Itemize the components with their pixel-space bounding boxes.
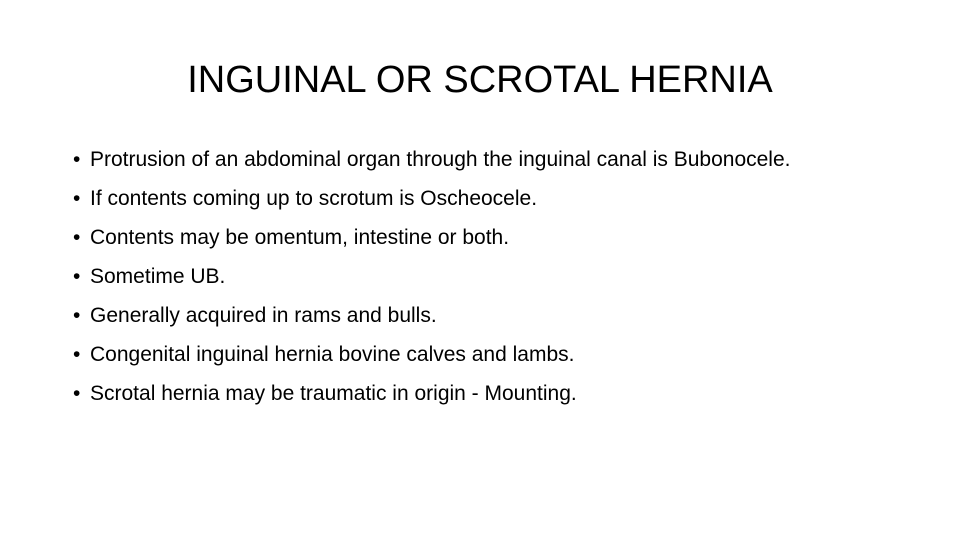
bullet-text: Protrusion of an abdominal organ through the inguinal canal is Bubonocele.: [90, 148, 791, 171]
bullet-dot-icon: •: [73, 343, 81, 366]
bullet-text: Sometime UB.: [90, 265, 226, 288]
bullet-dot-icon: •: [73, 226, 81, 249]
bullet-item: [73, 342, 881, 368]
bullet-item: [73, 225, 881, 251]
bullet-list: [73, 147, 881, 420]
bullet-item: [73, 381, 881, 407]
slide-title: INGUINAL OR SCROTAL HERNIA: [187, 59, 773, 101]
bullet-dot-icon: •: [73, 265, 81, 288]
bullet-text: If contents coming up to scrotum is Oscheocele.: [90, 187, 538, 210]
bullet-dot-icon: •: [73, 382, 81, 405]
bullet-item: [73, 186, 881, 212]
bullet-text: Contents may be omentum, intestine or both.: [90, 226, 510, 249]
bullet-text: Congenital inguinal hernia bovine calves and lambs.: [90, 343, 575, 366]
bullet-text: Generally acquired in rams and bulls.: [90, 304, 437, 327]
bullet-item: [73, 264, 881, 290]
bullet-item: [73, 303, 881, 329]
bullet-dot-icon: •: [73, 187, 81, 210]
bullet-item: [73, 147, 881, 173]
bullet-text: Scrotal hernia may be traumatic in origin - Mounting.: [90, 382, 577, 405]
bullet-dot-icon: •: [73, 304, 81, 327]
bullet-dot-icon: •: [73, 148, 81, 171]
